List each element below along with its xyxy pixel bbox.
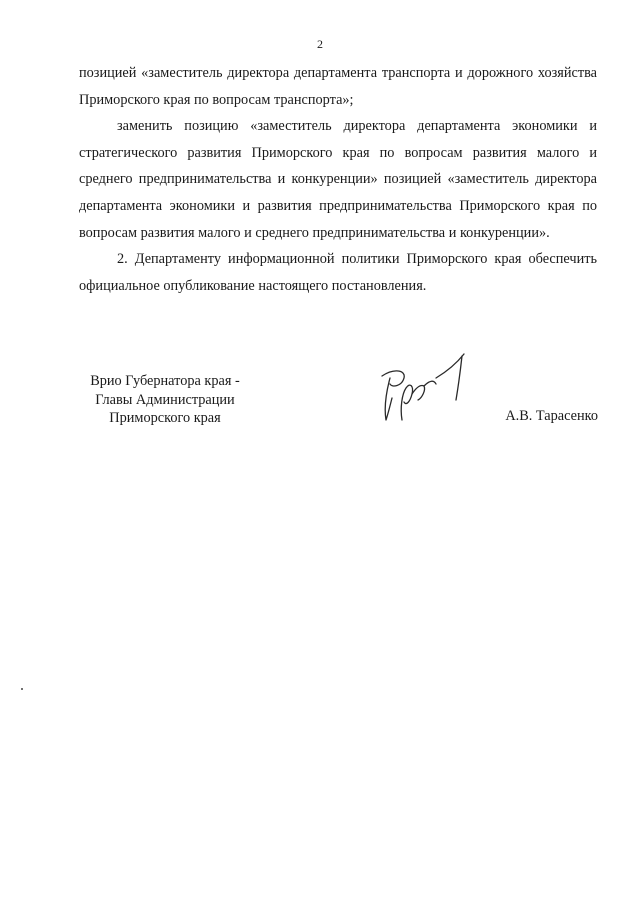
signatory-title-line-3: Приморского края — [109, 410, 221, 426]
document-body — [79, 60, 597, 299]
signatory-title-line-1: Врио Губернатора края - — [90, 373, 240, 389]
page-number: 2 — [317, 37, 323, 51]
scan-speck — [21, 688, 23, 690]
paragraph-continuation: позицией «заместитель директора департамента транспорта и дорожного хозяйства Приморского края по вопросам транспорта»; — [79, 65, 597, 108]
handwritten-signature — [376, 348, 471, 428]
paragraph-replace-position: заменить позицию «заместитель директора департамента экономики и стратегического развития Приморского края по вопросам развития малого и среднего предпринимательства и конкуренции» позицией «заместитель директора департамента экономики и развития предпринимательства Приморского края по вопросам развития малого и среднего предпринимательства и конкуренции». — [79, 118, 597, 241]
signatory-title — [75, 372, 255, 428]
signatory-name: А.В. Тарасенко — [505, 408, 598, 424]
signatory-title-line-2: Главы Администрации — [95, 391, 235, 408]
paragraph-publication-order: 2. Департаменту информационной политики Приморского края обеспечить официальное опубликование настоящего постановления. — [79, 251, 597, 294]
